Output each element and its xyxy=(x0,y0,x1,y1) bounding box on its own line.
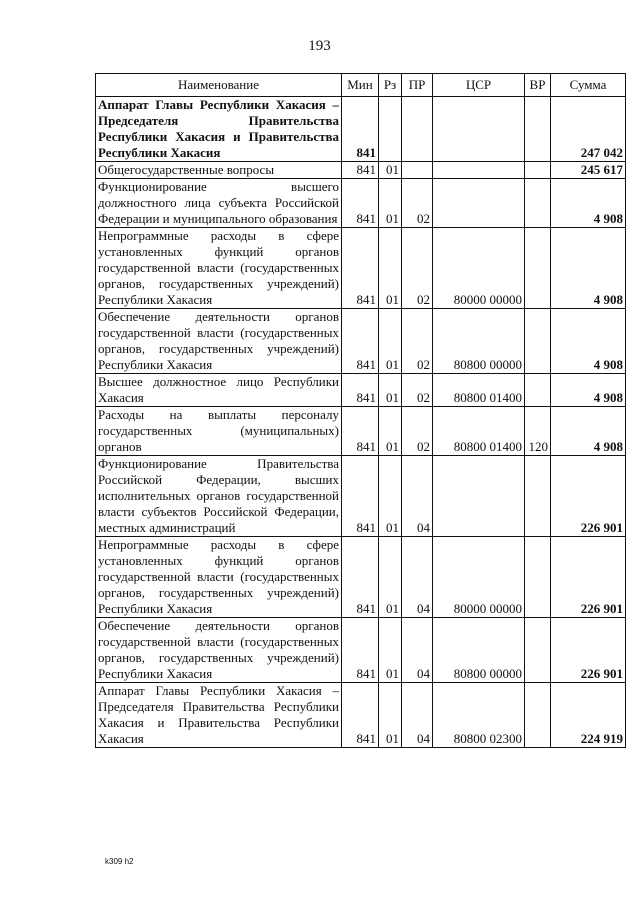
row-name: Обеспечение деятельности органов государственной власти (государственных органов, государственных учреждений) Республики Хакасия xyxy=(96,309,342,374)
row-name: Непрограммные расходы в сфере установленных функций органов государственной власти (государственных органов, государственных учреждений) Республики Хакасия xyxy=(96,537,342,618)
row-name: Высшее должностное лицо Республики Хакасия xyxy=(96,374,342,407)
row-pr xyxy=(402,162,433,179)
row-pr: 04 xyxy=(402,618,433,683)
header-rz: Рз xyxy=(379,74,402,97)
row-name: Функционирование высшего должностного лица субъекта Российской Федерации и муниципального образования xyxy=(96,179,342,228)
header-min: Мин xyxy=(342,74,379,97)
row-csr xyxy=(433,97,525,162)
row-csr: 80800 01400 xyxy=(433,407,525,456)
row-sum: 226 901 xyxy=(551,456,626,537)
row-vr xyxy=(525,179,551,228)
row-pr: 02 xyxy=(402,228,433,309)
row-name: Аппарат Главы Республики Хакасия – Председателя Правительства Республики Хакасия и Правительства Республики Хакасия xyxy=(96,683,342,748)
row-name: Функционирование Правительства Российской Федерации, высших исполнительных органов государственной власти субъектов Российской Федерации, местных администраций xyxy=(96,456,342,537)
table-row xyxy=(96,162,626,179)
row-sum: 224 919 xyxy=(551,683,626,748)
row-rz: 01 xyxy=(379,179,402,228)
row-min: 841 xyxy=(342,228,379,309)
row-min: 841 xyxy=(342,407,379,456)
row-csr xyxy=(433,179,525,228)
row-sum: 245 617 xyxy=(551,162,626,179)
row-csr: 80800 02300 xyxy=(433,683,525,748)
table-row xyxy=(96,537,626,618)
row-rz: 01 xyxy=(379,407,402,456)
header-name: Наименование xyxy=(96,74,342,97)
row-rz: 01 xyxy=(379,162,402,179)
row-min: 841 xyxy=(342,309,379,374)
row-csr: 80800 01400 xyxy=(433,374,525,407)
row-sum: 4 908 xyxy=(551,374,626,407)
row-vr xyxy=(525,309,551,374)
row-sum: 4 908 xyxy=(551,179,626,228)
row-rz: 01 xyxy=(379,456,402,537)
table-row xyxy=(96,97,626,162)
row-name: Общегосударственные вопросы xyxy=(96,162,342,179)
row-pr: 02 xyxy=(402,179,433,228)
table-row xyxy=(96,374,626,407)
row-vr xyxy=(525,374,551,407)
row-vr xyxy=(525,162,551,179)
row-sum: 4 908 xyxy=(551,407,626,456)
table-row xyxy=(96,683,626,748)
row-rz: 01 xyxy=(379,618,402,683)
row-sum: 4 908 xyxy=(551,228,626,309)
row-pr: 04 xyxy=(402,456,433,537)
row-pr: 02 xyxy=(402,407,433,456)
row-rz: 01 xyxy=(379,228,402,309)
row-csr: 80000 00000 xyxy=(433,228,525,309)
row-rz: 01 xyxy=(379,309,402,374)
row-pr: 02 xyxy=(402,309,433,374)
budget-table xyxy=(95,73,626,748)
row-sum: 4 908 xyxy=(551,309,626,374)
table-row xyxy=(96,309,626,374)
row-min: 841 xyxy=(342,162,379,179)
row-name: Непрограммные расходы в сфере установленных функций органов государственной власти (государственных органов, государственных учреждений) Республики Хакасия xyxy=(96,228,342,309)
row-vr xyxy=(525,618,551,683)
row-rz: 01 xyxy=(379,537,402,618)
row-min: 841 xyxy=(342,456,379,537)
row-rz: 01 xyxy=(379,683,402,748)
row-min: 841 xyxy=(342,683,379,748)
row-min: 841 xyxy=(342,618,379,683)
row-vr xyxy=(525,683,551,748)
row-vr: 120 xyxy=(525,407,551,456)
row-csr xyxy=(433,162,525,179)
row-name: Аппарат Главы Республики Хакасия – Председателя Правительства Республики Хакасия и Правительства Республики Хакасия xyxy=(96,97,342,162)
footer-document-code: k309 h2 xyxy=(105,857,134,866)
row-min: 841 xyxy=(342,374,379,407)
header-pr: ПР xyxy=(402,74,433,97)
table-row xyxy=(96,407,626,456)
table-row xyxy=(96,456,626,537)
row-name: Расходы на выплаты персоналу государственных (муниципальных) органов xyxy=(96,407,342,456)
header-vr: ВР xyxy=(525,74,551,97)
header-csr: ЦСР xyxy=(433,74,525,97)
row-csr xyxy=(433,456,525,537)
row-pr: 04 xyxy=(402,537,433,618)
row-min: 841 xyxy=(342,97,379,162)
row-sum: 247 042 xyxy=(551,97,626,162)
row-min: 841 xyxy=(342,537,379,618)
row-sum: 226 901 xyxy=(551,537,626,618)
table-row xyxy=(96,179,626,228)
row-pr: 04 xyxy=(402,683,433,748)
row-pr xyxy=(402,97,433,162)
row-csr: 80000 00000 xyxy=(433,537,525,618)
row-vr xyxy=(525,97,551,162)
table-row xyxy=(96,228,626,309)
row-vr xyxy=(525,537,551,618)
row-csr: 80800 00000 xyxy=(433,618,525,683)
header-sum: Сумма xyxy=(551,74,626,97)
row-sum: 226 901 xyxy=(551,618,626,683)
row-vr xyxy=(525,228,551,309)
row-name: Обеспечение деятельности органов государственной власти (государственных органов, государственных учреждений) Республики Хакасия xyxy=(96,618,342,683)
row-vr xyxy=(525,456,551,537)
page-number: 193 xyxy=(308,38,331,54)
row-csr: 80800 00000 xyxy=(433,309,525,374)
row-rz xyxy=(379,97,402,162)
row-rz: 01 xyxy=(379,374,402,407)
row-min: 841 xyxy=(342,179,379,228)
table-row xyxy=(96,618,626,683)
table-header-row xyxy=(96,74,626,97)
row-pr: 02 xyxy=(402,374,433,407)
